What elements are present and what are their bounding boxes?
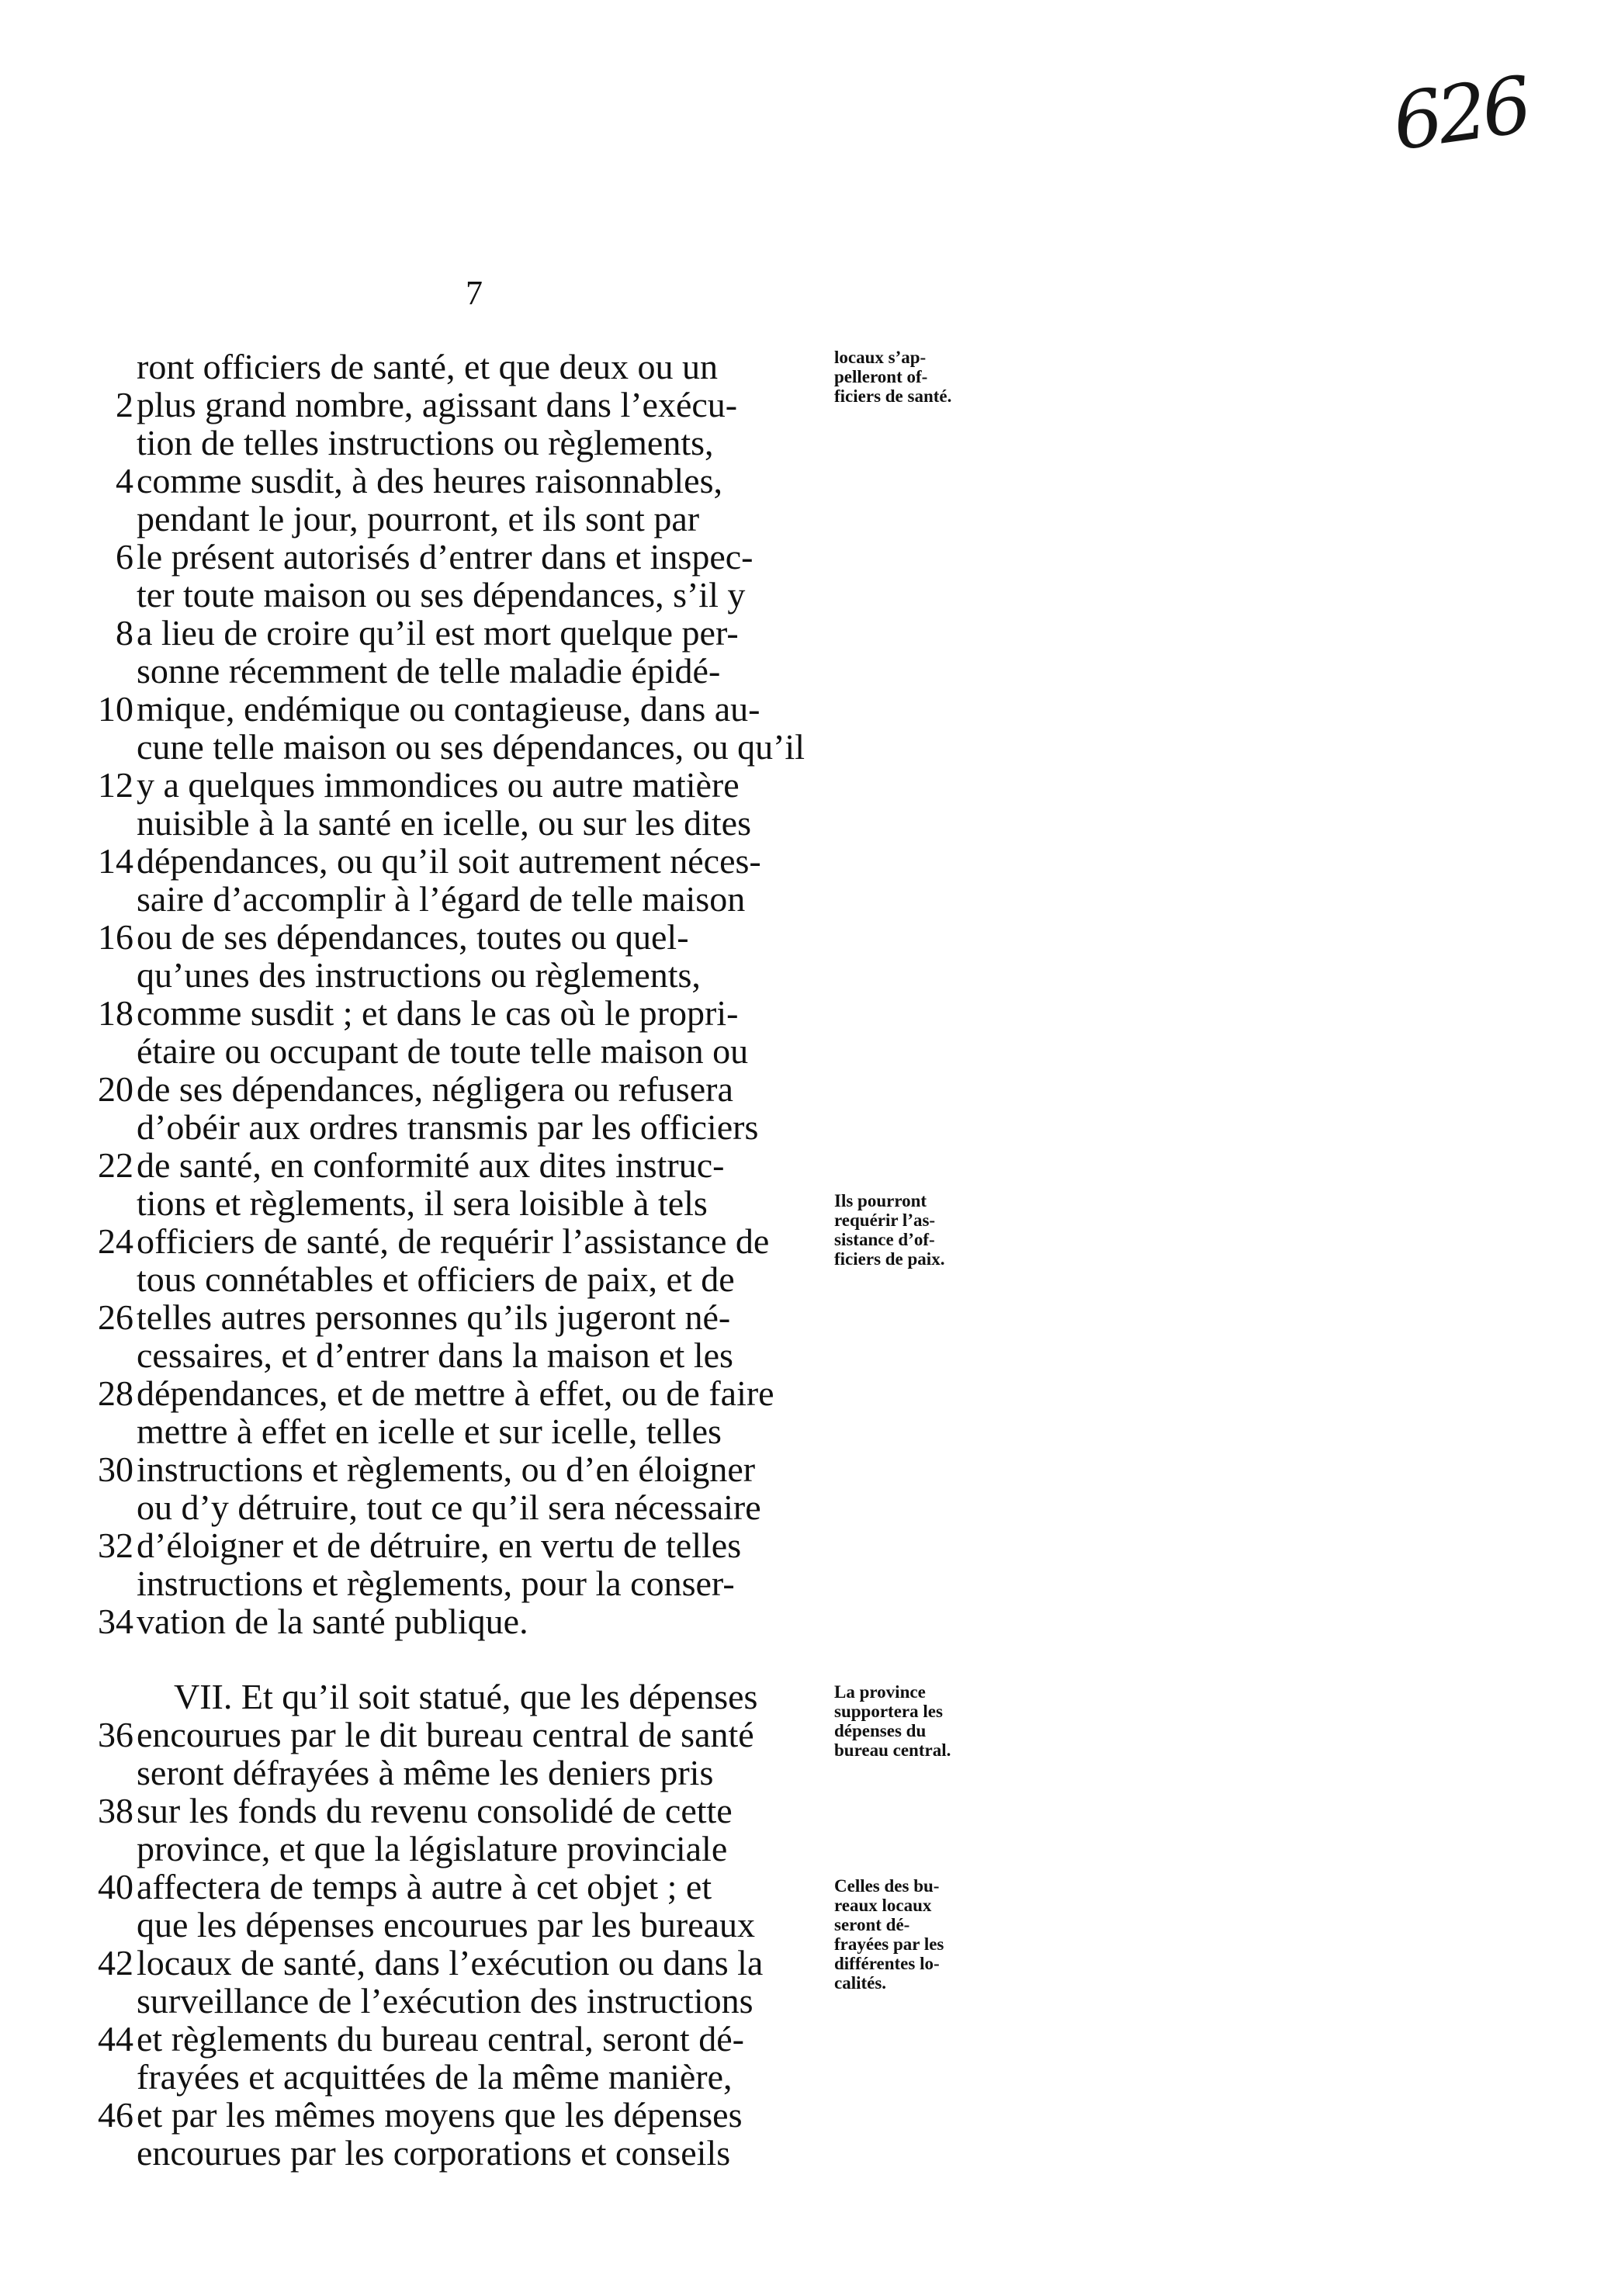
line-number: 32 — [98, 1525, 133, 1565]
line-text: saire d’accomplir à l’égard de telle maison — [137, 879, 746, 919]
margin-note-line: pelleront of- — [834, 367, 928, 386]
line-number: 26 — [98, 1297, 133, 1337]
line-text: de santé, en conformité aux dites instruc- — [137, 1145, 725, 1185]
margin-note-line: reaux locaux — [834, 1896, 932, 1915]
line-text: dépendances, et de mettre à effet, ou de faire — [137, 1373, 774, 1413]
margin-note-bureaux-locaux — [834, 1876, 944, 1993]
margin-note-line: sistance d’of- — [834, 1230, 935, 1249]
handwritten-folio-number: 626 — [1387, 59, 1533, 168]
line-text: et par les mêmes moyens que les dépenses — [137, 2095, 743, 2135]
line-number: 30 — [98, 1449, 133, 1489]
line-text: nuisible à la santé en icelle, ou sur les dites — [137, 803, 751, 843]
line-text: mique, endémique ou contagieuse, dans au- — [137, 689, 760, 729]
line-text: que les dépenses encourues par les bureaux — [137, 1905, 756, 1945]
line-number: 18 — [98, 993, 133, 1033]
margin-note-line: bureau central. — [834, 1740, 951, 1760]
line-text: y a quelques immondices ou autre matière — [137, 765, 740, 805]
line-number: 14 — [98, 841, 133, 881]
line-text: vation de la santé publique. — [137, 1602, 528, 1641]
line-text: a lieu de croire qu’il est mort quelque per- — [137, 613, 739, 653]
line-text: d’éloigner et de détruire, en vertu de telles — [137, 1525, 742, 1565]
line-number: 44 — [98, 2019, 133, 2059]
line-number: 46 — [98, 2095, 133, 2135]
line-number: 36 — [98, 1715, 133, 1754]
line-text: seront défrayées à même les deniers pris — [137, 1753, 714, 1792]
margin-note-line: La province — [834, 1682, 926, 1702]
line-number: 2 — [116, 385, 133, 424]
line-number: 10 — [98, 689, 133, 729]
line-text: ter toute maison ou ses dépendances, s’il y — [137, 575, 746, 615]
margin-note-line: locaux s’ap- — [834, 348, 927, 367]
line-text: sonne récemment de telle maladie épidé- — [137, 651, 721, 691]
line-text: frayées et acquittées de la même manière, — [137, 2057, 733, 2097]
margin-note-line: Celles des bu- — [834, 1876, 940, 1896]
line-text: affectera de temps à autre à cet objet ; et — [137, 1867, 712, 1906]
margin-note-line: seront dé- — [834, 1915, 910, 1934]
margin-note-line: dépenses du — [834, 1721, 927, 1740]
line-text: étaire ou occupant de toute telle maison ou — [137, 1031, 749, 1071]
line-text: qu’unes des instructions ou règlements, — [137, 955, 701, 995]
line-text: province, et que la législature provinciale — [137, 1829, 728, 1868]
line-text: VII. Et qu’il soit statué, que les dépenses — [174, 1677, 758, 1716]
line-number: 38 — [98, 1791, 133, 1830]
line-text: sur les fonds du revenu consolidé de cette — [137, 1791, 733, 1830]
line-text: ou d’y détruire, tout ce qu’il sera nécessaire — [137, 1487, 761, 1527]
line-text: de ses dépendances, négligera ou refusera — [137, 1069, 733, 1109]
margin-note-line: ficiers de santé. — [834, 386, 952, 406]
line-text: cune telle maison ou ses dépendances, ou qu’il — [137, 727, 805, 767]
line-text: comme susdit, à des heures raisonnables, — [137, 461, 722, 500]
line-text: encourues par le dit bureau central de santé — [137, 1715, 754, 1754]
line-text: telles autres personnes qu’ils jugeront né- — [137, 1297, 731, 1337]
line-text: ou de ses dépendances, toutes ou quel- — [137, 917, 689, 957]
margin-note-officiers-de-paix — [834, 1191, 944, 1269]
line-text: pendant le jour, pourront, et ils sont par — [137, 499, 700, 539]
line-text: ront officiers de santé, et que deux ou un — [137, 347, 718, 386]
line-text: mettre à effet en icelle et sur icelle, telles — [137, 1411, 722, 1451]
line-text: encourues par les corporations et conseils — [137, 2133, 731, 2173]
line-number: 28 — [98, 1373, 133, 1413]
line-number: 8 — [116, 613, 133, 653]
line-number: 34 — [98, 1602, 133, 1641]
page-number: 7 — [466, 274, 483, 312]
margin-note-bureau-central — [834, 1682, 951, 1760]
margin-note-line: Ils pourront — [834, 1191, 927, 1210]
line-text: plus grand nombre, agissant dans l’exécu- — [137, 385, 738, 424]
line-number: 16 — [98, 917, 133, 957]
line-text: dépendances, ou qu’il soit autrement néces- — [137, 841, 761, 881]
margin-note-line: supportera les — [834, 1702, 943, 1721]
line-text: cessaires, et d’entrer dans la maison et les — [137, 1335, 733, 1375]
line-text: comme susdit ; et dans le cas où le propri- — [137, 993, 739, 1033]
line-number: 40 — [98, 1867, 133, 1906]
margin-note-line: différentes lo- — [834, 1954, 940, 1973]
line-number: 12 — [98, 765, 133, 805]
line-number: 42 — [98, 1943, 133, 1983]
line-text: instructions et règlements, ou d’en éloigner — [137, 1449, 756, 1489]
line-text: tion de telles instructions ou règlements, — [137, 423, 714, 462]
margin-note-line: requérir l’as- — [834, 1210, 936, 1230]
line-number: 22 — [98, 1145, 133, 1185]
margin-note-line: calités. — [834, 1973, 887, 1993]
line-text: tous connétables et officiers de paix, et de — [137, 1259, 735, 1299]
margin-note-officiers-de-sante — [834, 348, 951, 406]
line-number: 4 — [116, 461, 133, 500]
line-number: 6 — [116, 537, 133, 577]
line-text: tions et règlements, il sera loisible à tels — [137, 1183, 708, 1223]
line-text: le présent autorisés d’entrer dans et inspec- — [137, 537, 753, 577]
line-text: locaux de santé, dans l’exécution ou dans la — [137, 1943, 764, 1983]
line-number: 24 — [98, 1221, 133, 1261]
margin-note-line: ficiers de paix. — [834, 1249, 945, 1269]
line-text: officiers de santé, de requérir l’assistance de — [137, 1221, 770, 1261]
line-text: instructions et règlements, pour la conser- — [137, 1564, 735, 1603]
line-text: d’obéir aux ordres transmis par les officiers — [137, 1107, 759, 1147]
line-number: 20 — [98, 1069, 133, 1109]
margin-note-line: frayées par les — [834, 1934, 944, 1954]
line-text: et règlements du bureau central, seront dé- — [137, 2019, 744, 2059]
line-text: surveillance de l’exécution des instructions — [137, 1981, 753, 2021]
